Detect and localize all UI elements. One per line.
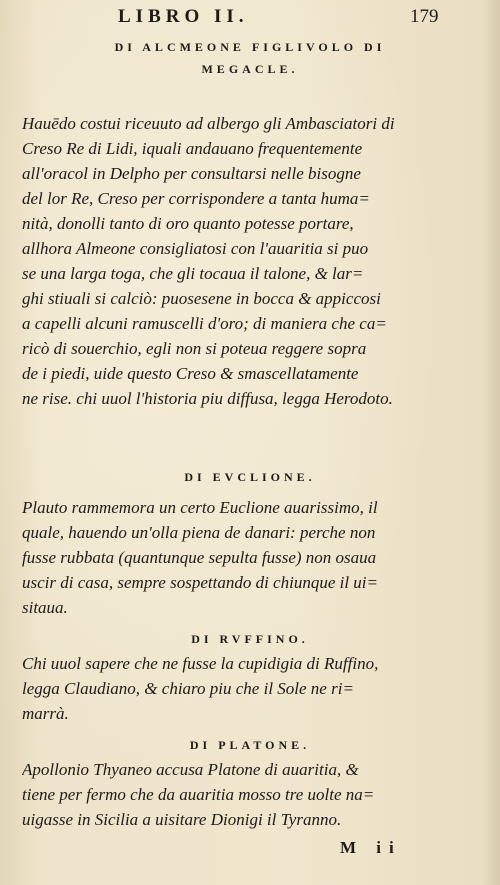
text-line: tiene per fermo che da auaritia mosso tre uolte na= [22, 785, 375, 804]
running-title: LIBRO II. [118, 6, 249, 27]
section-title-alcmeone-cont: MEGACLE. [201, 62, 299, 76]
text-line: Plauto rammemora un certo Euclione auarissimo, il [22, 498, 378, 517]
text-line: uigasse in Sicilia a uisitare Dionigi il Tyranno. [22, 810, 342, 829]
text-line: Hauēdo costui riceuuto ad albergo gli Ambasciatori di [22, 114, 395, 133]
text-line: sitaua. [22, 598, 68, 617]
page-number: 179 [410, 6, 439, 27]
text-line: se una larga toga, che gli tocaua il talone, & lar= [22, 264, 364, 283]
text-line: Apollonio Thyaneo accusa Platone di auaritia, & [22, 760, 359, 779]
section-title-ruffino: DI RVFFINO. [191, 632, 309, 646]
text-line: ne rise. chi uuol l'historia piu diffusa, legga Herodoto. [22, 389, 393, 408]
section-title-alcmeone: DI ALCMEONE FIGLIVOLO DI [114, 40, 386, 54]
text-line: marrà. [22, 704, 69, 723]
text-line: fusse rubbata (quantunque sepulta fusse) non osaua [22, 548, 377, 567]
page-header [0, 6, 500, 30]
text-line: de i piedi, uide questo Creso & smascellatamente [22, 364, 359, 383]
text-line: legga Claudiano, & chiaro piu che il Sole ne ri= [22, 679, 354, 698]
text-line: nità, donolli tanto di oro quanto potesse portare, [22, 214, 354, 233]
text-line: uscir di casa, sempre sospettando di chiunque il ui= [22, 573, 379, 592]
section-title-euclione: DI EVCLIONE. [184, 470, 316, 484]
text-line: allhora Almeone consigliatosi con l'auaritia si puo [22, 239, 369, 258]
text-line: a capelli alcuni ramuscelli d'oro; di maniera che ca= [22, 314, 387, 333]
signature-mark: M ii [340, 838, 402, 857]
text-line: ricò di souerchio, egli non si poteua reggere sopra [22, 339, 367, 358]
section-title-platone: DI PLATONE. [189, 738, 311, 752]
text-line: all'oracol in Delpho per consultarsi nelle bisogne [22, 164, 361, 183]
text-line: del lor Re, Creso per corrispondere a tanta huma= [22, 189, 370, 208]
text-line: ghi stiuali si calciò: puosesene in bocca & appiccosi [22, 289, 381, 308]
text-line: Creso Re di Lidi, iquali andauano frequentemente [22, 139, 363, 158]
text-line: quale, hauendo un'olla piena de danari: perche non [22, 523, 376, 542]
text-line: Chi uuol sapere che ne fusse la cupidigia di Ruffino, [22, 654, 379, 673]
